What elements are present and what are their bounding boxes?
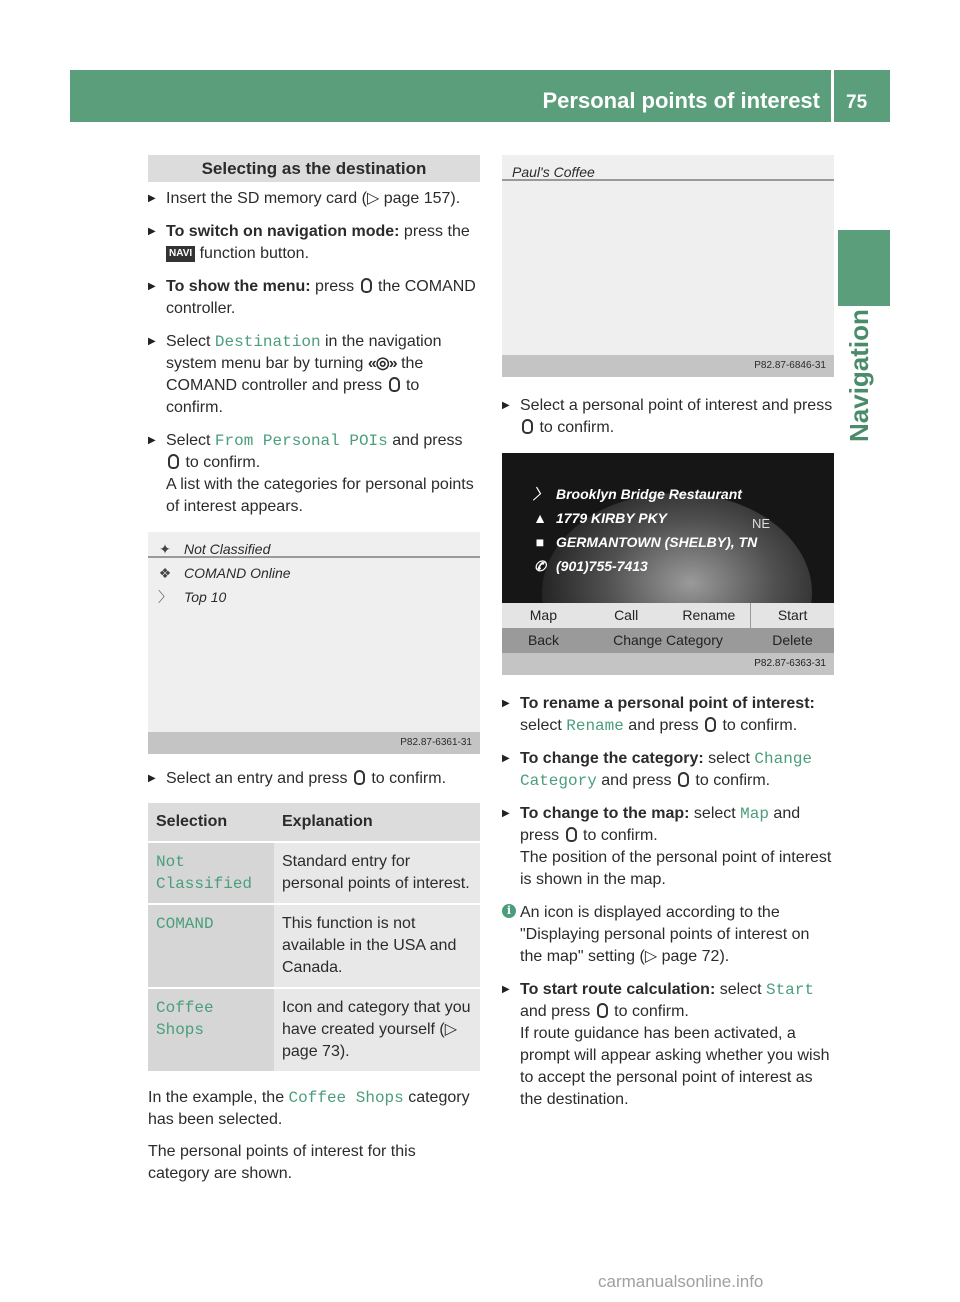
- back-button[interactable]: Back: [527, 632, 560, 648]
- controller-press-icon: [354, 770, 365, 785]
- online-icon: ❖: [158, 565, 172, 581]
- selection-table: [148, 801, 480, 1073]
- paragraph-example: In the example, the Coffee Shops category has been selected.: [148, 1089, 470, 1128]
- controller-turn-icon: «◎»: [367, 355, 397, 372]
- table-header-explanation: Explanation: [274, 803, 480, 841]
- page-title: Personal points of interest: [542, 88, 820, 113]
- paragraph-shown: The personal points of interest for this category are shown.: [148, 1143, 416, 1182]
- table-header-selection: Selection: [148, 803, 274, 841]
- poi-street: ▲ 1779 KIRBY PKY: [532, 507, 667, 529]
- controller-press-icon: [361, 278, 372, 293]
- controller-press-icon: [705, 717, 716, 732]
- start-button[interactable]: Start: [750, 603, 834, 628]
- street-icon: ▲: [533, 510, 547, 526]
- controller-press-icon: [597, 1003, 608, 1018]
- city-icon: ■: [535, 534, 545, 550]
- image-reference: P82.87-6363-31: [502, 653, 834, 675]
- table-row: Coffee Shops Icon and category that you have created yourself (▷ page 73).: [148, 989, 480, 1071]
- right-column: [502, 155, 834, 1122]
- info-icon: i: [502, 904, 516, 918]
- section-title: Selecting as the destination: [148, 155, 480, 182]
- controller-press-icon: [168, 454, 179, 469]
- poi-phone: ✆ (901)755-7413: [532, 555, 648, 577]
- poi-name: 〉 Brooklyn Bridge Restaurant: [532, 483, 742, 505]
- watermark: carmanualsonline.info: [598, 1272, 764, 1291]
- category-item-top-10: 〉 Top 10: [148, 582, 480, 606]
- header-divider: [831, 70, 834, 122]
- controller-press-icon: [566, 827, 577, 842]
- image-reference: P82.87-6361-31: [148, 732, 480, 754]
- poi-city: ■ GERMANTOWN (SHELBY), TN: [532, 531, 757, 553]
- table-header-row: [148, 803, 480, 841]
- image-reference: P82.87-6846-31: [502, 355, 834, 377]
- navi-button-icon: NAVI: [166, 246, 195, 262]
- info-note: i An icon is displayed according to the "Displaying personal points of interest on the map" setting (▷ page 72).: [502, 902, 834, 968]
- phone-icon: ✆: [534, 558, 546, 574]
- category-item-comand-online: ❖ COMAND Online: [148, 558, 480, 582]
- rename-button[interactable]: Rename: [682, 607, 736, 623]
- menu-row-top: [502, 603, 834, 628]
- step-show-menu: ▶ To show the menu: press the COMAND controller.: [148, 276, 480, 320]
- step-navigation-mode: ▶ To switch on navigation mode: press the NAVI function button.: [148, 221, 480, 265]
- controller-press-icon: [678, 772, 689, 787]
- step-select-poi: ▶ Select a personal point of interest and press to confirm.: [502, 395, 834, 439]
- step-change-to-map: ▶ To change to the map: select Map and press to confirm. The position of the personal point of interest is shown in the map.: [502, 803, 834, 891]
- table-row: COMAND This function is not available in the USA and Canada.: [148, 905, 480, 987]
- table-row: Not Classified Standard entry for personal points of interest.: [148, 843, 480, 903]
- controller-press-icon: [389, 377, 400, 392]
- step-select-personal-pois: ▶ Select From Personal POIs and press to confirm. A list with the categories for personal points of interest appears.: [148, 430, 480, 518]
- side-tab-block: [838, 230, 890, 306]
- left-column: [148, 155, 480, 1195]
- step-rename: ▶ To rename a personal point of interest: select Rename and press to confirm.: [502, 693, 834, 737]
- step-change-category: ▶ To change the category: select Change Category and press to confirm.: [502, 748, 834, 792]
- delete-button[interactable]: Delete: [772, 632, 813, 648]
- pin-icon: 〉: [533, 486, 547, 502]
- controller-press-icon: [522, 419, 533, 434]
- menu-item-destination: Destination: [214, 333, 321, 351]
- category-list-header: ✦ Not Classified: [148, 532, 480, 558]
- screenshot-poi-categories: [148, 532, 480, 754]
- map-button[interactable]: Map: [529, 607, 557, 623]
- compass-label: NE: [752, 516, 771, 531]
- menu-item-from-personal-pois: From Personal POIs: [214, 432, 388, 450]
- poi-list-header: Paul's Coffee: [502, 155, 834, 181]
- page-number: 75: [846, 92, 868, 113]
- step-insert-card: ▶ Insert the SD memory card (▷ page 157).: [148, 188, 480, 210]
- screenshot-poi-detail: [502, 453, 834, 675]
- menu-row-bottom: [502, 628, 834, 653]
- screenshot-pauls-coffee: [502, 155, 834, 377]
- side-chapter-label: Navigation: [844, 309, 874, 442]
- step-select-destination: ▶ Select Destination in the navigation system menu bar by turning «◎» the COMAND controller and press to confirm.: [148, 331, 480, 419]
- crosshair-icon: ✦: [159, 541, 171, 557]
- call-button[interactable]: Call: [614, 607, 639, 623]
- change-category-button[interactable]: Change Category: [613, 632, 723, 648]
- step-select-entry: ▶ Select an entry and press to confirm.: [148, 768, 480, 790]
- step-start-route: ▶ To start route calculation: select Start and press to confirm. If route guidance has been activated, a prompt will appear asking whether you wish to accept the personal point of interest as the destination.: [502, 979, 834, 1111]
- pin-icon: 〉: [158, 589, 172, 605]
